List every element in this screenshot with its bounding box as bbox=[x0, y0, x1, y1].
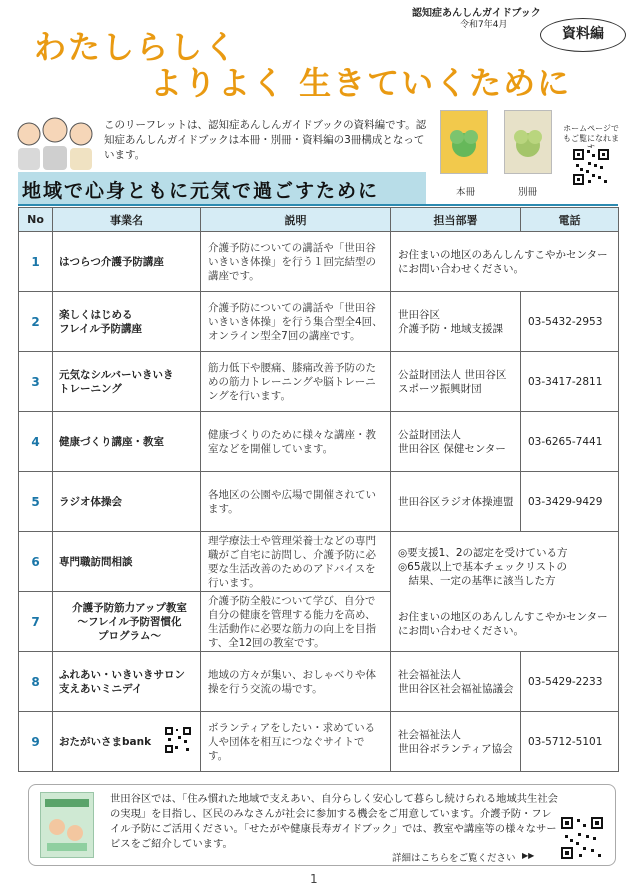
department: 世田谷区 介護予防・地域支援課 bbox=[391, 292, 521, 352]
table-row bbox=[19, 412, 619, 472]
service-name: ふれあい・いきいきサロン 支えあいミニデイ bbox=[53, 652, 201, 712]
service-description: ボランティアをしたい・求めている人や団体を相互につなぐサイトです。 bbox=[201, 712, 391, 772]
service-name: おたがいさまbank bbox=[59, 735, 152, 748]
shared-eligibility-cell bbox=[391, 532, 619, 652]
page-number: 1 bbox=[310, 872, 318, 886]
row-number: 2 bbox=[19, 292, 53, 352]
service-name: 専門職訪問相談 bbox=[53, 532, 201, 592]
header-name: 事業名 bbox=[53, 208, 201, 232]
phone-number[interactable]: 03-3417-2811 bbox=[521, 352, 619, 412]
footer-qr-code[interactable] bbox=[560, 816, 604, 860]
eligibility-criteria-1: ◎要支援1、2の認定を受けている方 bbox=[398, 546, 568, 559]
table-row bbox=[19, 292, 619, 352]
service-name: 健康づくり講座・教室 bbox=[53, 412, 201, 472]
issue-date: 令和7年4月 bbox=[460, 20, 508, 30]
row-number: 9 bbox=[19, 712, 53, 772]
guide-name: 認知症あんしんガイドブック bbox=[412, 8, 541, 19]
intro-text: このリーフレットは、認知症あんしんガイドブックの資料編です。認知症あんしんガイドブックは本冊・別冊・資料編の3冊構成となっています。 bbox=[104, 119, 427, 161]
service-name: はつらつ介護予防講座 bbox=[53, 232, 201, 292]
service-description: 各地区の公園や広場で開催されています。 bbox=[201, 472, 391, 532]
phone-number[interactable]: 03-5712-5101 bbox=[521, 712, 619, 772]
shared-contact-note: お住まいの地区のあんしんすこやかセンターにお問い合わせください。 bbox=[391, 232, 619, 292]
shared-contact-note: お住まいの地区のあんしんすこやかセンターにお問い合わせください。 bbox=[398, 610, 608, 637]
sub-book-cover bbox=[504, 110, 552, 174]
service-name: ラジオ体操会 bbox=[53, 472, 201, 532]
eligibility-criteria-3: 結果、一定の基準に該当した方 bbox=[398, 574, 556, 587]
table-row bbox=[19, 532, 619, 592]
doc-type-badge: 資料編 bbox=[540, 18, 626, 52]
table-row bbox=[19, 352, 619, 412]
table-header-row bbox=[19, 208, 619, 232]
main-book-cover bbox=[440, 110, 488, 174]
phone-number[interactable]: 03-5429-2233 bbox=[521, 652, 619, 712]
main-book-caption: 本冊 bbox=[456, 187, 476, 198]
table-row bbox=[19, 232, 619, 292]
table-row bbox=[19, 712, 619, 772]
service-name: 元気なシルバーいきいき トレーニング bbox=[53, 352, 201, 412]
sub-book-caption: 別冊 bbox=[518, 187, 538, 198]
services-table bbox=[18, 207, 619, 772]
service-name: 楽しくはじめる フレイル予防講座 bbox=[53, 292, 201, 352]
title-line1: わたしらしく bbox=[34, 28, 239, 66]
row-number: 1 bbox=[19, 232, 53, 292]
header-desc: 説明 bbox=[201, 208, 391, 232]
service-description: 健康づくりのために様々な講座・教室などを開催しています。 bbox=[201, 412, 391, 472]
department: 社会福祉法人 世田谷区社会福祉協議会 bbox=[391, 652, 521, 712]
department: 公益財団法人 世田谷区 保健センター bbox=[391, 412, 521, 472]
header-no: No bbox=[19, 208, 53, 232]
footer-detail-link[interactable]: 詳細はこちらをご覧ください bbox=[392, 853, 516, 864]
phone-number[interactable]: 03-5432-2953 bbox=[521, 292, 619, 352]
service-description: 介護予防についての講話や「世田谷いきいき体操」を行う１回完結型の講座です。 bbox=[201, 232, 391, 292]
row-number: 7 bbox=[19, 592, 53, 652]
department: 公益財団法人 世田谷区 スポーツ振興財団 bbox=[391, 352, 521, 412]
eligibility-criteria-2: ◎65歳以上で基本チェックリストの bbox=[398, 560, 567, 573]
service-name: 介護予防筋力アップ教室 〜フレイル予防習慣化 プログラム〜 bbox=[53, 592, 201, 652]
footer-text: 世田谷区では、「住み慣れた地域で支えあい、自分らしく安心して暮らし続けられる地域共生社会の実現」を目指し、区民のみなさんが社会に参加する機会をご用意しています。介護予防・フレイル予防にご活用ください。「せたがや健康長寿ガイドブック」では、教室や講座等の様々なサービスをご紹介しています。 bbox=[110, 793, 558, 850]
service-description: 理学療法士や管理栄養士などの専門職がご自宅に訪問し、介護予防に必要な生活改善のためのアドバイスを行います。 bbox=[201, 532, 391, 592]
service-description: 介護予防についての講話や「世田谷いきいき体操」を行う集合型全4回、オンライン型全7回の講座です。 bbox=[201, 292, 391, 352]
service-description: 介護予防全般について学び、自分で自分の健康を管理する能力を高め、生活動作に必要な筋力の向上を目指す、全12回の教室です。 bbox=[201, 592, 391, 652]
bank-qr-code[interactable] bbox=[164, 726, 192, 758]
homepage-note: ホームページでもご覧になれま bbox=[563, 124, 619, 143]
department: 世田谷区ラジオ体操連盟 bbox=[391, 472, 521, 532]
title-line2: よりよく 生きていくために bbox=[150, 64, 572, 102]
row-number: 3 bbox=[19, 352, 53, 412]
header-phone: 電話 bbox=[521, 208, 619, 232]
people-illustration bbox=[12, 106, 98, 170]
row-number: 8 bbox=[19, 652, 53, 712]
header-dept: 担当部署 bbox=[391, 208, 521, 232]
table-row bbox=[19, 472, 619, 532]
homepage-qr-code[interactable] bbox=[572, 148, 610, 186]
table-row bbox=[19, 652, 619, 712]
health-guidebook-cover bbox=[40, 792, 94, 858]
arrow-right-icon: ▶▶ bbox=[522, 851, 535, 860]
service-description: 地域の方々が集い、おしゃべりや体操を行う交流の場です。 bbox=[201, 652, 391, 712]
row-number: 6 bbox=[19, 532, 53, 592]
phone-number[interactable]: 03-3429-9429 bbox=[521, 472, 619, 532]
department: 社会福祉法人 世田谷ボランティア協会 bbox=[391, 712, 521, 772]
row-number: 4 bbox=[19, 412, 53, 472]
row-number: 5 bbox=[19, 472, 53, 532]
section-divider bbox=[18, 204, 618, 206]
service-description: 筋力低下や腰痛、膝痛改善予防のための筋力トレーニングや脳トレーニングを行います。 bbox=[201, 352, 391, 412]
phone-number[interactable]: 03-6265-7441 bbox=[521, 412, 619, 472]
section-title: 地域で心身ともに元気で過ごすために bbox=[22, 180, 380, 202]
